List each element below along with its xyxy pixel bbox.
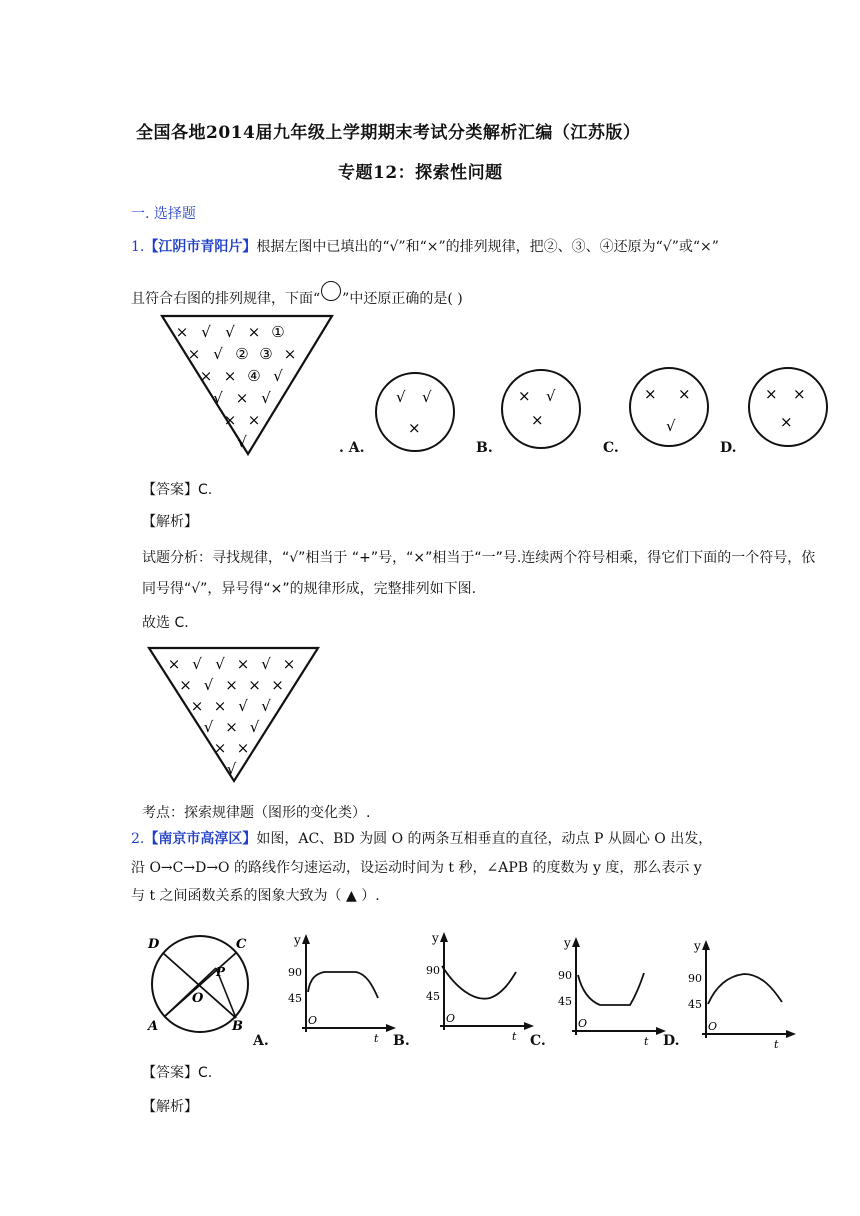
triangle-symbol: √ <box>238 697 248 715</box>
label-c: C <box>236 937 247 952</box>
triangle-symbol: × <box>225 676 238 694</box>
triangle-symbol: √ <box>249 718 260 736</box>
q1-source: 【江阴市青阳片】 <box>144 239 257 255</box>
graph-b-curve <box>442 966 516 999</box>
q2-analysis-label: 【解析】 <box>142 1099 198 1115</box>
triangle-symbol: √ <box>261 389 271 407</box>
q1-analysis-line1: 试题分析：寻找规律，“√”相当于 “+”号，“×”相当于“一”号.连续两个符号相乘，得它们下面的一个符号，依 <box>142 550 816 566</box>
q1-text2b: ”中还原正确的是( ) <box>342 291 463 307</box>
page-title: 全国各地2014届九年级上学期期末考试分类解析汇编（江苏版） <box>136 123 641 143</box>
triangle-symbol: ③ <box>259 345 273 363</box>
option-c-top-left: × <box>644 385 657 403</box>
axis-origin-label: O <box>578 1017 588 1030</box>
triangle-symbol: √ <box>225 323 235 341</box>
option-d-top-right: × <box>793 385 806 403</box>
triangle-symbol: × <box>283 345 297 363</box>
option-b-label: B. <box>476 440 493 456</box>
triangle-symbol: × <box>225 718 238 736</box>
axis-origin-label: O <box>446 1012 456 1025</box>
axis-origin-label: O <box>308 1014 318 1027</box>
q2-option-d-label: D. <box>663 1033 680 1049</box>
tick-45-label: 45 <box>558 995 572 1008</box>
q2-line1 <box>131 828 712 848</box>
q1-answer: 【答案】C. <box>142 482 213 498</box>
triangle-symbol: √ <box>213 345 223 363</box>
tick-45-label: 45 <box>288 992 302 1005</box>
option-b-circle <box>500 367 582 451</box>
triangle-symbol: × <box>271 676 284 694</box>
page-subtitle: 专题12：探索性问题 <box>338 163 503 183</box>
triangle-symbol: √ <box>261 697 271 715</box>
triangle-symbol: × <box>223 411 237 429</box>
graph-d-curve <box>708 974 782 1004</box>
q2-option-c-label: C. <box>530 1033 546 1049</box>
axis-y-label: y <box>694 939 701 953</box>
option-a-bottom: × <box>408 419 421 437</box>
axis-t-label: t <box>774 1038 779 1050</box>
q2-option-a-label: A. <box>253 1033 269 1049</box>
graph-c <box>556 935 668 1047</box>
axis-t-label: t <box>644 1035 649 1047</box>
option-b-bottom: × <box>531 411 544 429</box>
q1-line1 <box>131 236 719 256</box>
triangle-symbol: √ <box>192 655 202 673</box>
triangle-symbol: √ <box>203 718 214 736</box>
option-d-bottom: × <box>780 413 793 431</box>
triangle-symbol: × <box>282 655 296 673</box>
tick-90-label: 90 <box>558 969 572 982</box>
option-a-circle <box>374 370 456 454</box>
q1-line2 <box>131 281 463 308</box>
triangle-symbol: × <box>175 323 189 341</box>
tick-90-label: 90 <box>688 972 702 985</box>
tick-45-label: 45 <box>688 998 702 1011</box>
q2-option-b-label: B. <box>393 1033 410 1049</box>
option-a-top-right: √ <box>422 388 432 406</box>
option-d-circle <box>747 365 829 449</box>
graph-b <box>424 930 536 1042</box>
q2-source: 【南京市高淳区】 <box>144 831 257 847</box>
q1-triangle-figure <box>160 312 336 458</box>
triangle-symbol: × <box>247 411 261 429</box>
q1-analysis-line2: 同号得“√”，异号得“×”的规律形成，完整排列如下图. <box>142 581 477 597</box>
triangle-symbol: × <box>199 367 213 385</box>
q2-line2: 沿 O→C→D→O 的路线作匀速运动，设运动时间为 t 秒，∠APB 的度数为 y 度，那么表示 y <box>131 860 702 876</box>
q2-number: 2. <box>131 831 145 847</box>
small-circle-icon <box>321 281 341 301</box>
q1-text1: 根据左图中已填出的“√”和“×”的排列规律，把②、③、④还原为“√”或“×” <box>256 239 719 255</box>
option-a-label: . A. <box>339 440 365 456</box>
triangle-symbol: × <box>236 655 250 673</box>
triangle-symbol: √ <box>226 760 237 778</box>
triangle-symbol: √ <box>237 433 247 451</box>
triangle-symbol: ④ <box>247 367 261 385</box>
option-a-top-left: √ <box>396 388 406 406</box>
triangle-symbol: √ <box>261 655 271 673</box>
graph-a-curve <box>308 972 378 998</box>
axis-origin-label: O <box>708 1020 718 1033</box>
axis-y-label: y <box>564 936 571 950</box>
triangle-symbol: ① <box>271 323 285 341</box>
tick-45-label: 45 <box>426 990 440 1003</box>
q1-number: 1. <box>131 239 145 255</box>
triangle-symbol: × <box>167 655 181 673</box>
triangle-symbol: √ <box>213 389 223 407</box>
graph-a <box>286 932 398 1044</box>
triangle-symbol: √ <box>273 367 283 385</box>
q2-line3: 与 t 之间函数关系的图象大致为（ ▲ ）. <box>131 888 380 904</box>
option-c-bottom: √ <box>666 417 676 435</box>
triangle-symbol: × <box>248 676 261 694</box>
triangle-symbol: × <box>179 676 192 694</box>
q1-kaodian: 考点：探索规律题（图形的变化类）. <box>142 805 371 821</box>
triangle-symbol: × <box>236 739 250 757</box>
triangle-symbol: × <box>187 345 201 363</box>
triangle-symbol: √ <box>201 323 211 341</box>
option-d-top-left: × <box>765 385 778 403</box>
triangle-symbol: √ <box>215 655 225 673</box>
option-b-top-right: √ <box>546 387 556 405</box>
tick-90-label: 90 <box>288 966 302 979</box>
triangle-symbol: × <box>213 739 227 757</box>
option-c-top-right: × <box>678 385 691 403</box>
triangle-symbol: √ <box>203 676 214 694</box>
section-heading: 一. 选择题 <box>131 206 196 222</box>
q2-answer: 【答案】C. <box>142 1065 213 1081</box>
q1-analysis-label: 【解析】 <box>142 514 198 530</box>
option-b-top-left: × <box>518 387 531 405</box>
label-b: B <box>232 1019 243 1034</box>
option-c-circle <box>628 365 710 449</box>
axis-y-label: y <box>432 931 439 945</box>
triangle-symbol: × <box>247 323 261 341</box>
q1-full-triangle-figure <box>146 645 322 785</box>
triangle-symbol: × <box>223 367 237 385</box>
label-o: O <box>192 991 204 1006</box>
label-p: P <box>216 965 226 979</box>
q1-text2a: 且符合右图的排列规律，下面“ <box>131 291 321 307</box>
graph-d <box>686 938 798 1050</box>
triangle-symbol: × <box>213 697 227 715</box>
triangle-symbol: ② <box>235 345 249 363</box>
option-c-label: C. <box>603 440 619 456</box>
option-d-label: D. <box>720 440 737 456</box>
graph-c-curve <box>578 973 644 1005</box>
q1-choose: 故选 C. <box>142 615 189 631</box>
axis-t-label: t <box>512 1030 517 1042</box>
label-d: D <box>148 937 160 952</box>
triangle-symbol: × <box>190 697 204 715</box>
axis-t-label: t <box>374 1032 379 1044</box>
axis-y-label: y <box>294 933 301 947</box>
q2-text1: 如图，AC、BD 为圆 O 的两条互相垂直的直径，动点 P 从圆心 O 出发， <box>256 831 713 847</box>
q2-circle-figure <box>140 928 260 1044</box>
label-a: A <box>148 1019 159 1034</box>
tick-90-label: 90 <box>426 964 440 977</box>
triangle-symbol: × <box>235 389 249 407</box>
